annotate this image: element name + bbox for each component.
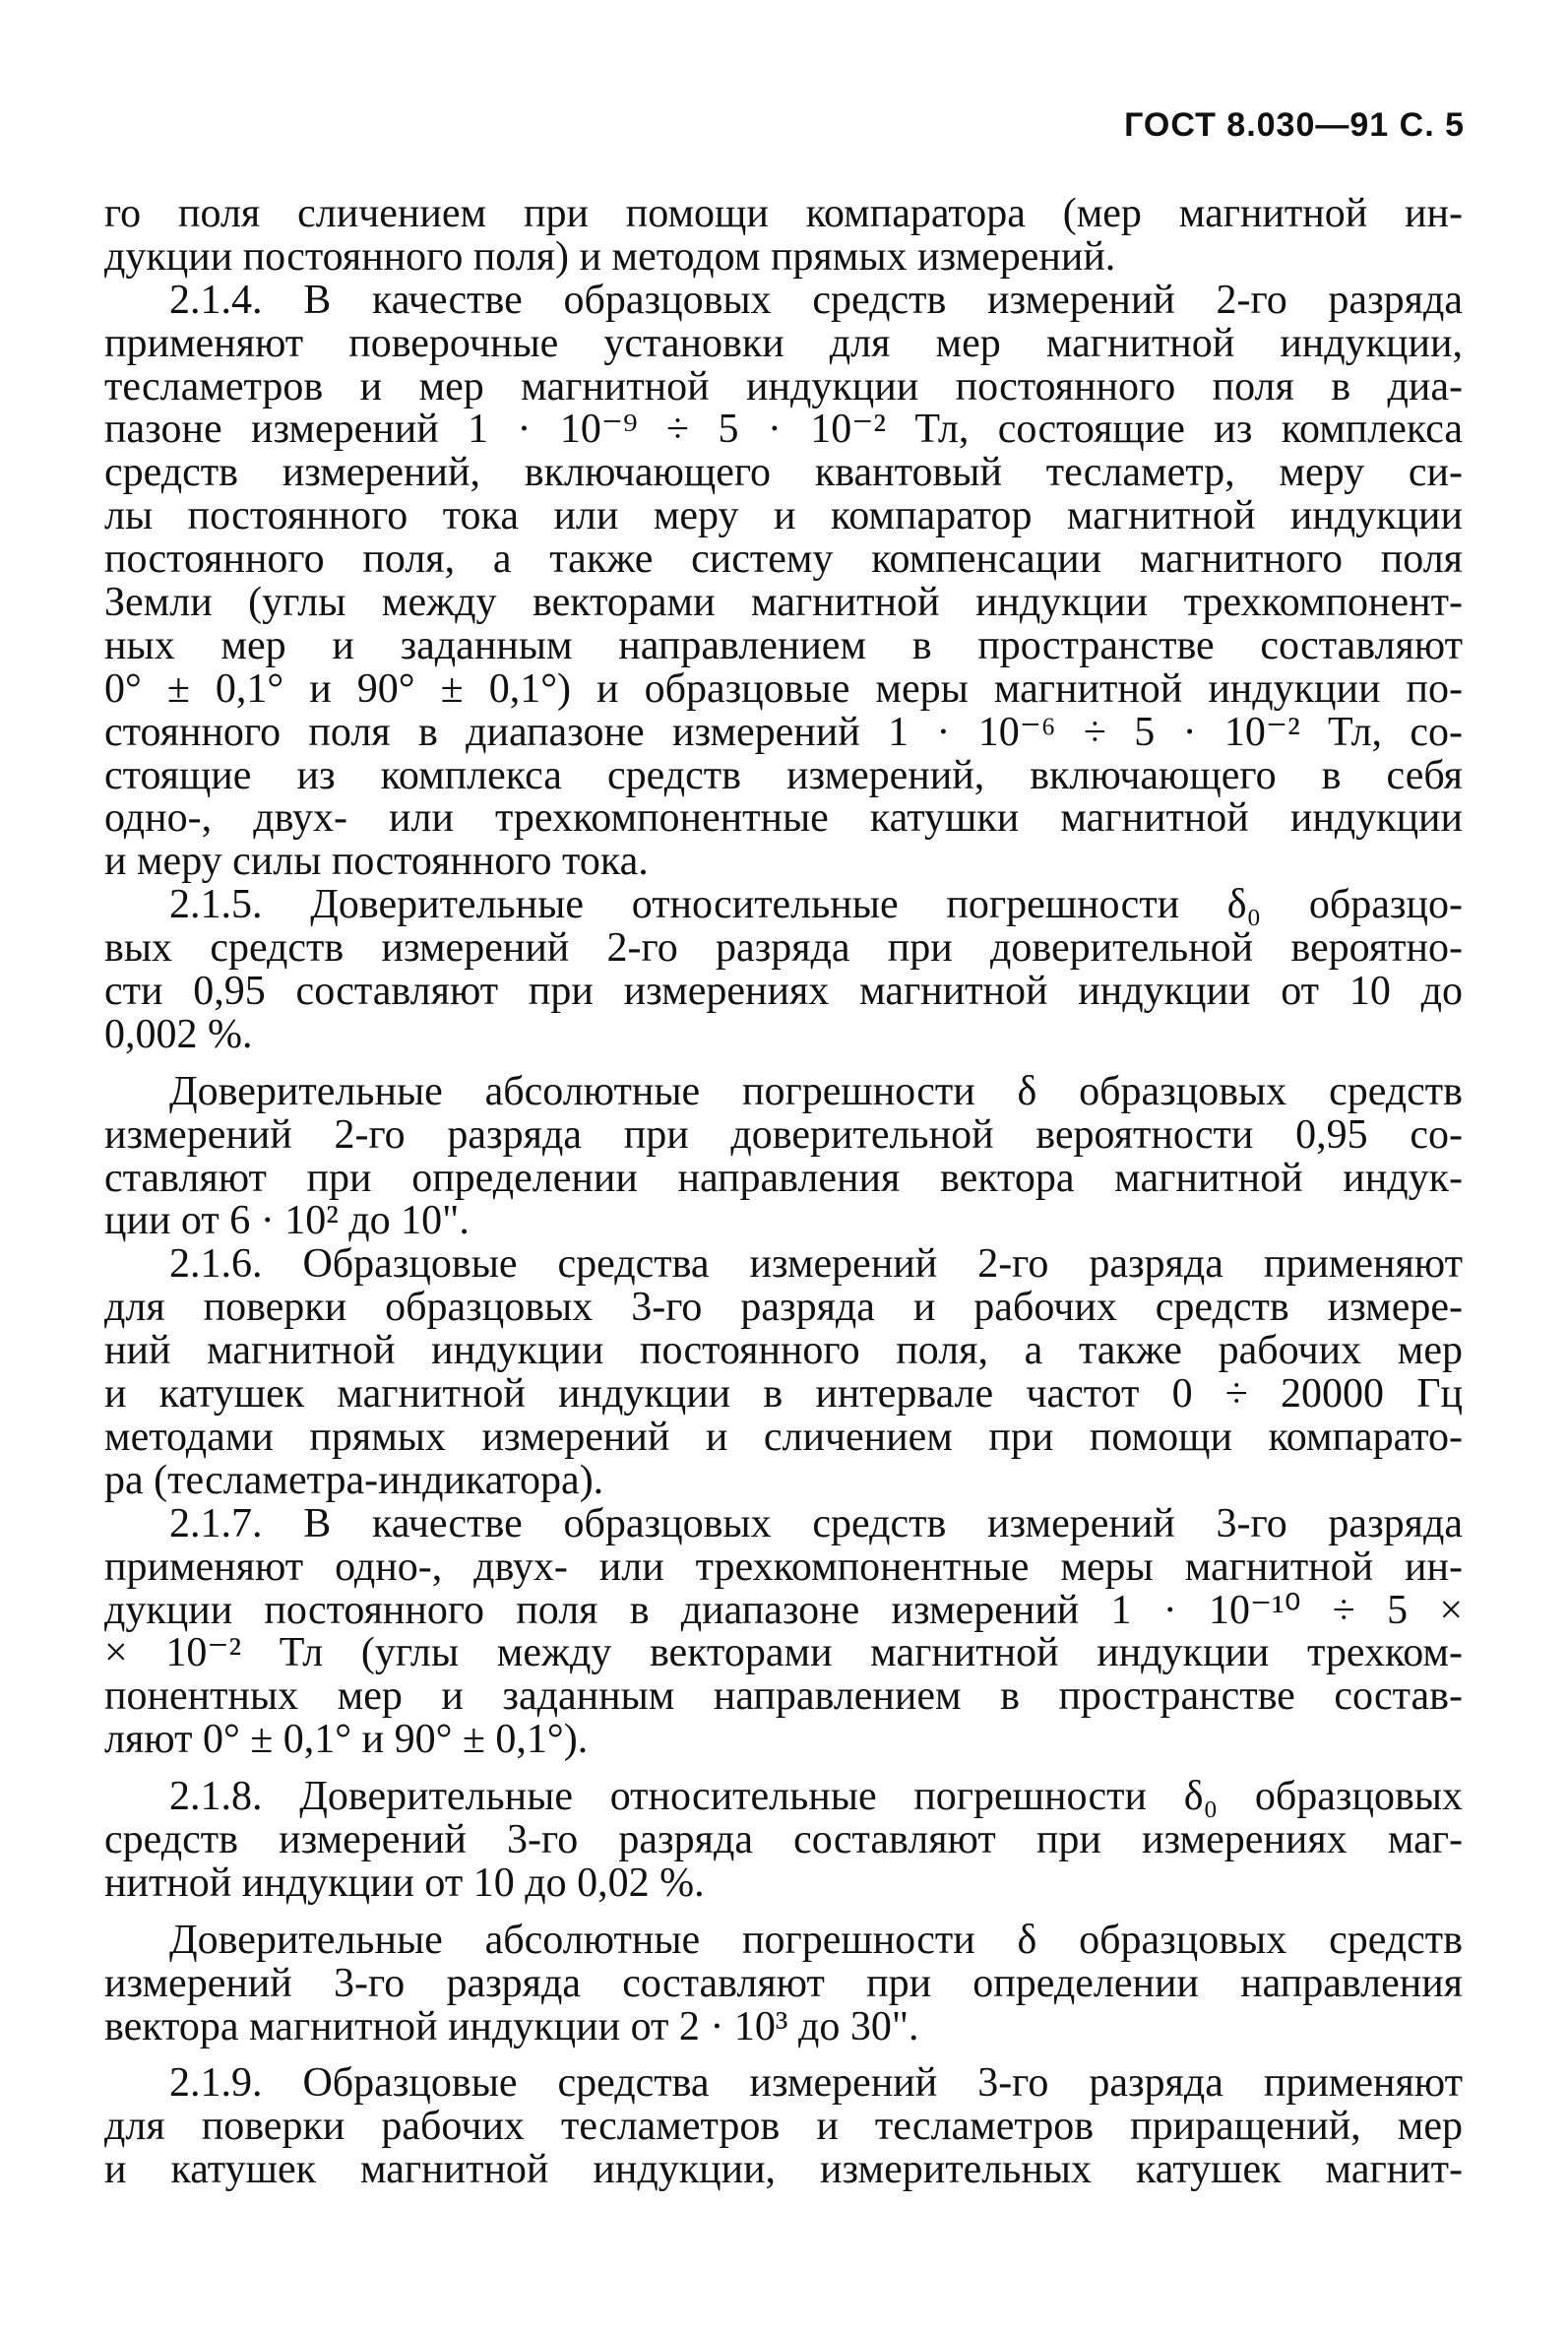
text-line: применяют поверочные установки для мер магнитной индукции, bbox=[104, 320, 1463, 366]
text-line: лы постоянного тока или меру и компаратор магнитной индукции bbox=[104, 493, 1463, 539]
text-line: стоящие из комплекса средств измерений, включающего в себя bbox=[104, 752, 1463, 798]
text-line: го поля сличением при помощи компаратора (мер магнитной ин- bbox=[104, 191, 1463, 236]
text-line: методами прямых измерений и сличением при помощи компарато- bbox=[104, 1414, 1463, 1460]
text-line: тесламетров и мер магнитной индукции постоянного поля в диа- bbox=[104, 363, 1463, 410]
text-line: ний магнитной индукции постоянного поля, а также рабочих мер bbox=[104, 1328, 1463, 1374]
text-line: 2.1.4. В качестве образцовых средств измерений 2-го разряда bbox=[169, 277, 1463, 323]
text-line: и катушек магнитной индукции в интервале частот 0 ÷ 20000 Гц bbox=[104, 1371, 1463, 1418]
text-line: средств измерений 3-го разряда составляют при измерениях маг- bbox=[104, 1816, 1463, 1862]
text-line: понентных мер и заданным направлением в пространстве состав- bbox=[104, 1673, 1463, 1720]
text-line: дукции постоянного поля в диапазоне измерений 1 · 10⁻¹⁰ ÷ 5 × bbox=[104, 1587, 1463, 1633]
text-line: вектора магнитной индукции от 2 · 10³ до 30". bbox=[104, 2003, 919, 2049]
text-line: 2.1.6. Образцовые средства измерений 2-го разряда применяют bbox=[169, 1241, 1463, 1288]
text-line: и меру силы постоянного тока. bbox=[104, 839, 649, 885]
text-line: 2.1.7. В качестве образцовых средств измерений 3-го разряда bbox=[169, 1500, 1463, 1546]
text-line: 2.1.8. Доверительные относительные погрешности δ₀ образцовых bbox=[169, 1774, 1463, 1820]
text-line: 2.1.9. Образцовые средства измерений 3-го разряда применяют bbox=[169, 2060, 1463, 2107]
text-line: стоянного поля в диапазоне измерений 1 · 10⁻⁶ ÷ 5 · 10⁻² Тл, со- bbox=[104, 709, 1463, 755]
text-line: и катушек магнитной индукции, измерительных катушек магнит- bbox=[104, 2147, 1463, 2193]
text-line: для поверки образцовых 3-го разряда и рабочих средств измере- bbox=[104, 1285, 1463, 1331]
body-text bbox=[104, 193, 1463, 2192]
text-line: пазоне измерений 1 · 10⁻⁹ ÷ 5 · 10⁻² Тл, состоящие из комплекса bbox=[104, 407, 1463, 453]
text-line: нитной индукции от 10 до 0,02 %. bbox=[104, 1859, 705, 1906]
text-line: ляют 0° ± 0,1° и 90° ± 0,1°). bbox=[104, 1717, 589, 1763]
text-line: ных мер и заданным направлением в пространстве составляют bbox=[104, 622, 1463, 668]
text-line: ставляют при определении направления вектора магнитной индук- bbox=[104, 1155, 1463, 1201]
text-line: измерений 3-го разряда составляют при определении направления bbox=[104, 1960, 1463, 2006]
text-line: постоянного поля, а также систему компенсации магнитного поля bbox=[104, 536, 1463, 583]
text-line: × 10⁻² Тл (углы между векторами магнитной индукции трехком- bbox=[104, 1630, 1463, 1676]
text-line: для поверки рабочих тесламетров и тесламетров приращений, мер bbox=[104, 2104, 1463, 2150]
text-line: ции от 6 · 10² до 10". bbox=[104, 1198, 470, 1244]
text-line: измерений 2-го разряда при доверительной вероятности 0,95 со- bbox=[104, 1111, 1463, 1158]
text-line: Доверительные абсолютные погрешности δ образцовых средств bbox=[169, 1068, 1463, 1114]
text-line: Доверительные абсолютные погрешности δ образцовых средств bbox=[169, 1917, 1463, 1963]
text-line: одно-, двух- или трехкомпонентные катушки магнитной индукции bbox=[104, 795, 1463, 842]
text-line: применяют одно-, двух- или трехкомпонентные меры магнитной ин- bbox=[104, 1544, 1463, 1590]
text-line: Земли (углы между векторами магнитной индукции трехкомпонент- bbox=[104, 580, 1463, 626]
text-line: средств измерений, включающего квантовый тесламетр, меру си- bbox=[104, 450, 1463, 496]
running-header: ГОСТ 8.030—91 С. 5 bbox=[1124, 106, 1465, 144]
text-line: дукции постоянного поля) и методом прямых измерений. bbox=[104, 233, 1116, 280]
text-line: 2.1.5. Доверительные относительные погрешности δ₀ образцо- bbox=[169, 882, 1463, 928]
text-line: сти 0,95 составляют при измерениях магнитной индукции от 10 до bbox=[104, 969, 1463, 1015]
text-line: 0,002 %. bbox=[104, 1011, 253, 1057]
text-line: 0° ± 0,1° и 90° ± 0,1°) и образцовые меры магнитной индукции по- bbox=[104, 665, 1463, 712]
text-line: ра (тесламетра-индикатора). bbox=[104, 1457, 604, 1503]
text-line: вых средств измерений 2-го разряда при доверительной вероятно- bbox=[104, 925, 1463, 972]
